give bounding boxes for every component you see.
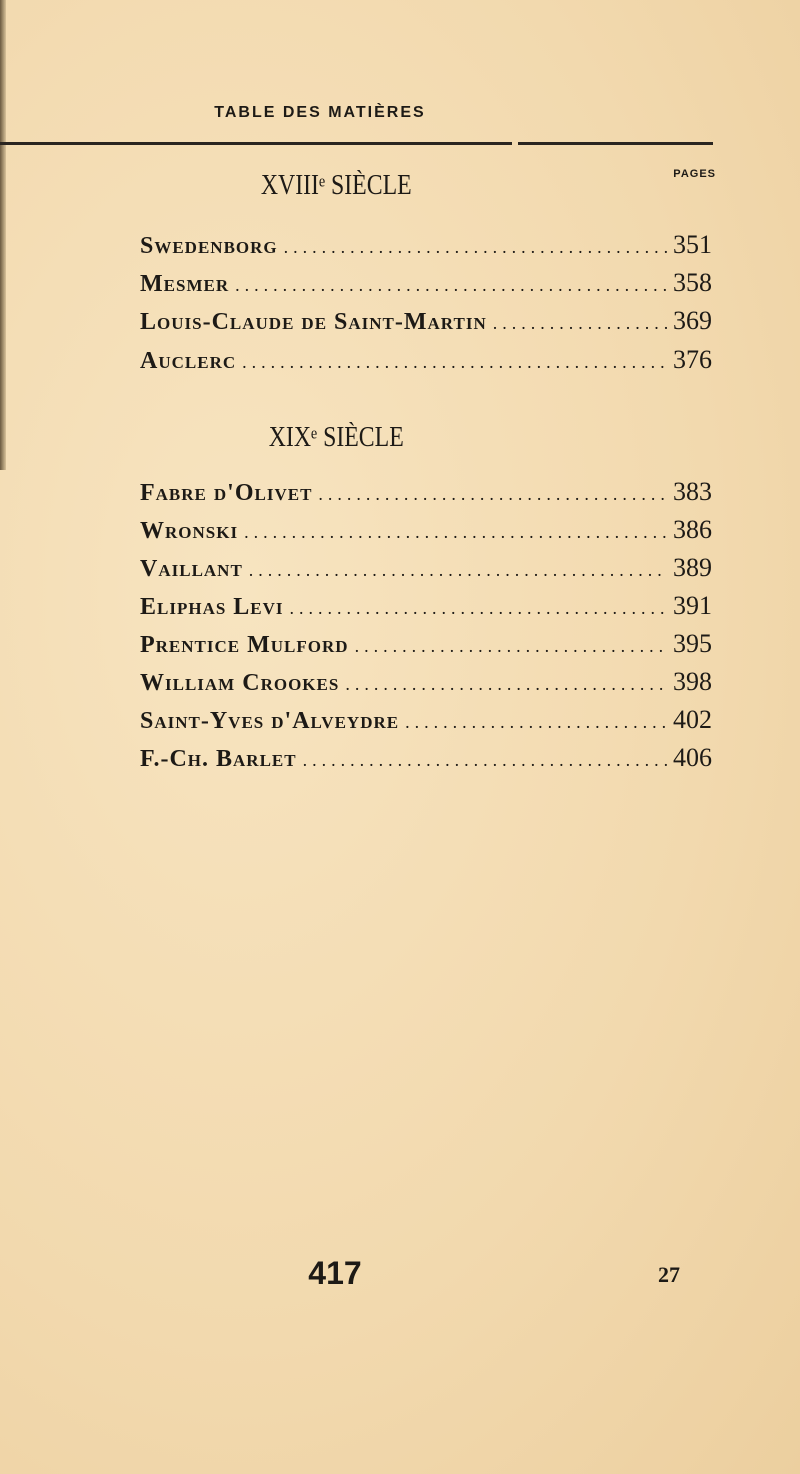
- entry-name: Prentice Mulford: [140, 632, 349, 658]
- entry-page: 391: [673, 591, 712, 620]
- toc-entry: [140, 345, 712, 375]
- dot-leader: [242, 352, 667, 373]
- entry-name: Wronski: [140, 518, 239, 544]
- toc-entry: [140, 515, 712, 545]
- entry-page: 406: [673, 743, 712, 772]
- entry-name: Vaillant: [140, 556, 243, 582]
- dot-leader: [290, 598, 667, 619]
- entry-page: 395: [673, 629, 712, 658]
- entry-name: Eliphas Levi: [140, 594, 284, 620]
- entry-name: Mesmer: [140, 271, 230, 297]
- toc-entry: [140, 477, 712, 507]
- entry-name: F.-Ch. Barlet: [140, 746, 297, 772]
- pages-label: PAGES: [673, 168, 716, 180]
- toc-entry: [140, 667, 712, 697]
- toc-entry: [140, 306, 712, 336]
- toc-entry: [140, 705, 712, 735]
- toc-entry: [140, 230, 712, 260]
- dot-leader: [355, 636, 667, 657]
- binding-edge: [0, 0, 6, 470]
- entry-page: 358: [673, 268, 712, 297]
- entry-page: 386: [673, 515, 712, 544]
- toc-entry: [140, 743, 712, 773]
- header-rule: [518, 142, 713, 145]
- entry-page: 351: [673, 230, 712, 259]
- toc-entry: [140, 591, 712, 621]
- dot-leader: [493, 313, 667, 334]
- dot-leader: [235, 275, 667, 296]
- dot-leader: [284, 237, 667, 258]
- signature-mark: 27: [658, 1262, 680, 1287]
- toc-entry: [140, 268, 712, 298]
- entry-name: Fabre d'Olivet: [140, 480, 313, 506]
- dot-leader: [249, 560, 667, 581]
- section-title: XIXᵉ SIÈCLE: [268, 422, 404, 453]
- header-rule: [0, 142, 512, 145]
- entry-name: William Crookes: [140, 670, 340, 696]
- entry-page: 402: [673, 705, 712, 734]
- entry-page: 383: [673, 477, 712, 506]
- dot-leader: [318, 484, 667, 505]
- running-header: [0, 104, 760, 122]
- dot-leader: [345, 674, 667, 695]
- entry-page: 369: [673, 306, 712, 335]
- entry-name: Louis-Claude de Saint-Martin: [140, 309, 487, 335]
- page-number: 417: [308, 1255, 362, 1291]
- section-title: XVIIIᵉ SIÈCLE: [260, 170, 412, 201]
- entry-page: 398: [673, 667, 712, 696]
- dot-leader: [405, 712, 667, 733]
- entry-page: 376: [673, 345, 712, 374]
- entry-name: Saint-Yves d'Alveydre: [140, 708, 400, 734]
- entry-page: 389: [673, 553, 712, 582]
- toc-entry: [140, 553, 712, 583]
- dot-leader: [244, 522, 667, 543]
- entry-name: Auclerc: [140, 348, 237, 374]
- toc-entry: [140, 629, 712, 659]
- dot-leader: [303, 750, 667, 771]
- header-title: TABLE DES MATIÈRES: [214, 104, 426, 121]
- entry-name: Swedenborg: [140, 233, 278, 259]
